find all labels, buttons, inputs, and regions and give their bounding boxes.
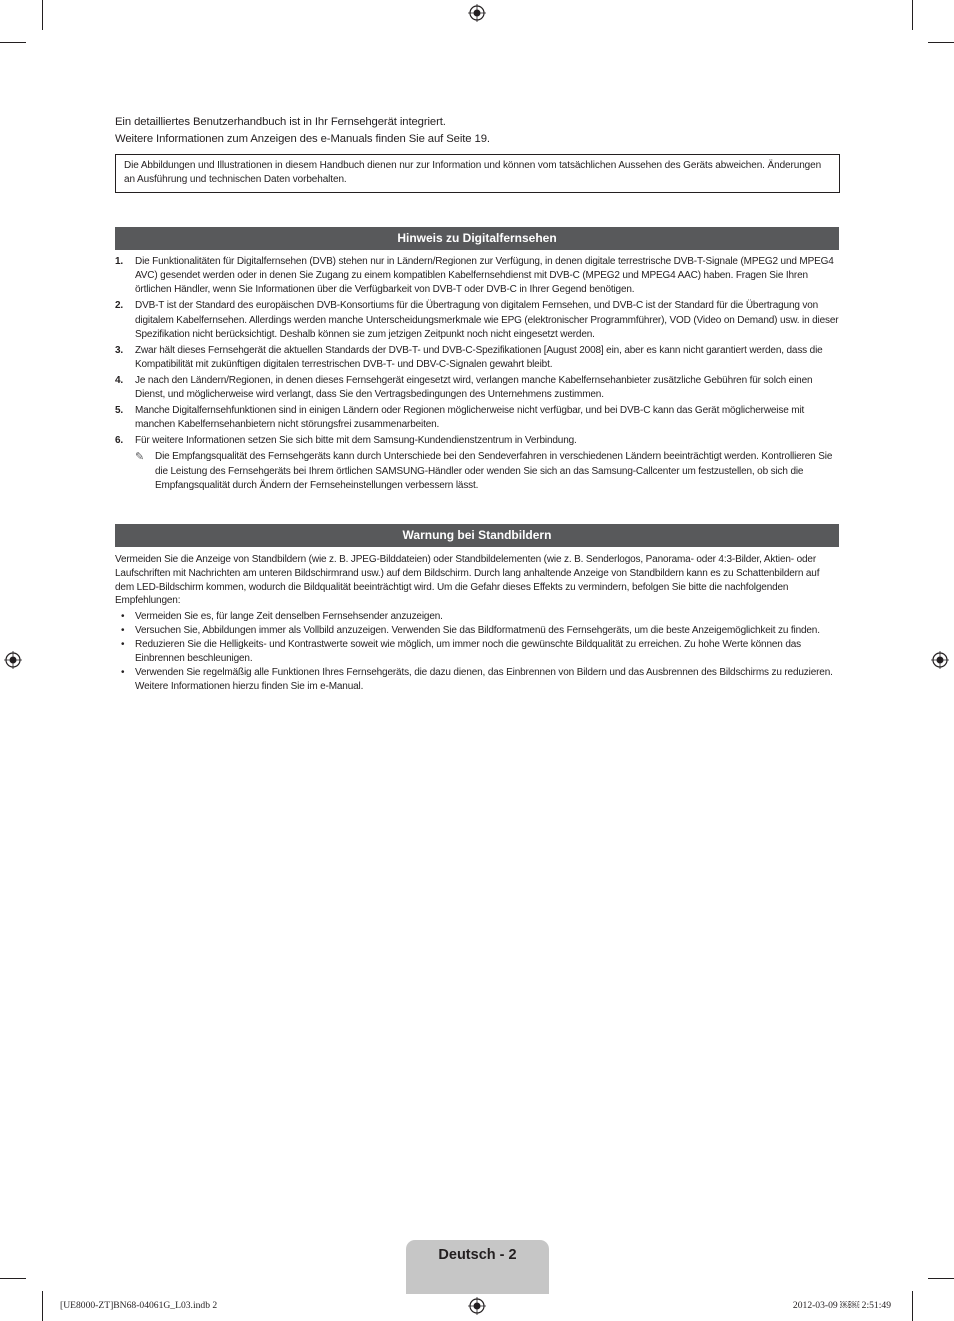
crop-mark bbox=[928, 1278, 954, 1279]
crop-mark bbox=[912, 0, 913, 30]
registration-mark-icon bbox=[468, 1297, 486, 1315]
crop-mark bbox=[42, 1291, 43, 1321]
list-item bbox=[115, 638, 839, 666]
list-item bbox=[115, 404, 839, 432]
intro-line-2: Weitere Informationen zum Anzeigen des e-Manuals finden Sie auf Seite 19. bbox=[115, 132, 490, 145]
list-item bbox=[115, 255, 839, 298]
list-item bbox=[115, 374, 839, 402]
list-text: Manche Digitalfernsehfunktionen sind in einigen Ländern oder Regionen möglicherweise nicht verfügbar, und bei DVB-C kann das Gerät möglicherweise mit manchen Kabelfernsehanbietern nicht störungsfrei zusammenarbeiten. bbox=[135, 405, 805, 431]
registration-mark-icon bbox=[468, 4, 486, 22]
list-number: 4. bbox=[115, 375, 124, 387]
bullet-text: Reduzieren Sie die Helligkeits- und Kontrastwerte soweit wie möglich, um immer noch die gewünschte Bildqualität zu erreichen. Zu hohe Werte können das Einbrennen beschleunigen. bbox=[135, 639, 802, 664]
list-number: 3. bbox=[115, 344, 124, 356]
list-text: Die Funktionalitäten für Digitalfernsehen (DVB) stehen nur in Ländern/Regionen zur Verfügung, in denen digitale terrestrische DVB-T-Signale (MPEG2 und MPEG4 AVC) gesendet werden oder in denen Sie Zugang zu einem kompatiblen Kabelfernsehdienst mit DVB-C (MPEG2 und MPEG4 AAC) haben. Fragen Sie Ihren örtlichen Händler, wenn Sie Informationen über die Verfügbarkeit von DVB-T oder DVB-C in Ihrer Gegend benötigen. bbox=[135, 256, 834, 296]
crop-mark bbox=[42, 0, 43, 30]
bullet-text: Vermeiden Sie es, für lange Zeit denselben Fernsehsender anzuzeigen. bbox=[135, 611, 443, 623]
bullet-text: Verwenden Sie regelmäßig alle Funktionen Ihres Fernsehgeräts, die dazu dienen, das Einbrennen von Bildern und das Ausbrennen des Bildschirms zu reduzieren. Weitere Informationen hierzu finden Sie im e-Manual. bbox=[135, 666, 833, 692]
bullet-icon: • bbox=[121, 625, 125, 637]
bullet-icon: • bbox=[121, 639, 125, 651]
note-block bbox=[135, 450, 839, 493]
intro-text bbox=[115, 114, 839, 147]
bullet-text: Versuchen Sie, Abbildungen immer als Vollbild anzuzeigen. Verwenden Sie das Bildformatmenü des Fernsehgeräts, um die beste Anzeigemöglichkeit zu finden. bbox=[135, 625, 820, 637]
list-item bbox=[115, 344, 839, 372]
list-number: 6. bbox=[115, 435, 124, 447]
bullet-icon: • bbox=[121, 666, 125, 678]
list-number: 2. bbox=[115, 300, 124, 312]
warning-section-body bbox=[115, 553, 839, 694]
digital-notes-list bbox=[115, 255, 839, 493]
pencil-note-icon: ✎ bbox=[135, 451, 145, 464]
note-text: Die Empfangsqualität des Fernsehgeräts kann durch Unterschiede bei den Sendeverfahren in verschiedenen Ländern beeinträchtigt werden. Kontrollieren Sie die Leistung des Fernsehgeräts bei Ihrem örtlichen SAMSUNG-Händler oder wenden Sie sich an das Samsung-Callcenter um festzustellen, ob sich die Empfangsqualität durch Ändern der Fernseheinstellungen verbessern lässt. bbox=[155, 451, 833, 491]
list-item bbox=[115, 299, 839, 342]
list-number: 5. bbox=[115, 405, 124, 417]
page-number-tab bbox=[406, 1240, 549, 1294]
registration-mark-icon bbox=[931, 651, 949, 669]
list-item bbox=[115, 610, 839, 624]
list-text: Je nach den Ländern/Regionen, in denen dieses Fernsehgerät eingesetzt wird, verlangen manche Kabelfernsehanbieter zusätzliche Gebühren für solch einen Dienst, und möglicherweise wird verlangt, dass Sie den Vertragsbedingungen des Unternehmens zustimmen. bbox=[135, 375, 813, 401]
list-text: Für weitere Informationen setzen Sie sich bitte mit dem Samsung-Kundendienstzentrum in Verbindung. bbox=[135, 435, 577, 447]
registration-mark-icon bbox=[4, 651, 22, 669]
intro-line-1: Ein detailliertes Benutzerhandbuch ist in Ihr Fernsehgerät integriert. bbox=[115, 116, 446, 128]
section-heading-digital: Hinweis zu Digitalfernsehen bbox=[115, 227, 839, 250]
print-footer-file: [UE8000-ZT]BN68-04061G_L03.indb 2 bbox=[60, 1300, 218, 1311]
list-text: DVB-T ist der Standard des europäischen DVB-Konsortiums für die Übertragung von digitalem Fernsehen, und DVB-C ist der Standard für die Übertragung von digitalem Kabelfernsehen. Allerdings werden manche Unterscheidungsmerkmale wie EPG (elektronischer Programmführer), VOD (Video on Demand) usw. in dieser Spezifikation nicht berücksichtigt. Deshalb können sie zum jetzigen Zeitpunkt noch nicht eingesetzt werden. bbox=[135, 300, 839, 340]
print-footer-timestamp: 2012-03-09 ￼￼ 2:51:49 bbox=[792, 1300, 891, 1311]
list-item bbox=[115, 666, 839, 694]
warning-intro: Vermeiden Sie die Anzeige von Standbildern (wie z. B. JPEG-Bilddateien) oder Standbildelementen (wie z. B. Senderlogos, Panorama- oder 4:3-Bilder, Aktien- oder Laufschriften mit Nachrichten am unteren Bildschirmrand usw.) auf dem Bildschirm. Durch lang anhaltende Anzeige von Standbildern kann es zu Schattenbildern auf dem LED-Bildschirm kommen, wodurch die Bildqualität beeinträchtigt wird. Um die Gefahr dieses Effekts zu vermindern, befolgen Sie bitte die nachfolgenden Empfehlungen: bbox=[115, 554, 820, 607]
disclaimer-box: Die Abbildungen und Illustrationen in diesem Handbuch dienen nur zur Information und können vom tatsächlichen Aussehen des Geräts abweichen. Änderungen an Ausführung und technischen Daten vorbehalten. bbox=[115, 154, 840, 193]
crop-mark bbox=[0, 1278, 26, 1279]
crop-mark bbox=[928, 42, 954, 43]
page-number: Deutsch - 2 bbox=[438, 1247, 517, 1263]
crop-mark bbox=[0, 42, 26, 43]
bullet-icon: • bbox=[121, 611, 125, 623]
list-number: 1. bbox=[115, 256, 124, 267]
list-text: Zwar hält dieses Fernsehgerät die aktuellen Standards der DVB-T- und DVB-C-Spezifikationen [August 2008] ein, aber es kann nicht garantiert werden, dass die Kompatibilität mit zukünftigen digitalen terrestrischen DVB-T- und DBV-C-Signalen gewahrt bleibt. bbox=[135, 344, 823, 371]
section-heading-warning: Warnung bei Standbildern bbox=[115, 524, 839, 547]
crop-mark bbox=[912, 1291, 913, 1321]
list-item bbox=[115, 434, 839, 448]
list-item bbox=[115, 624, 839, 638]
